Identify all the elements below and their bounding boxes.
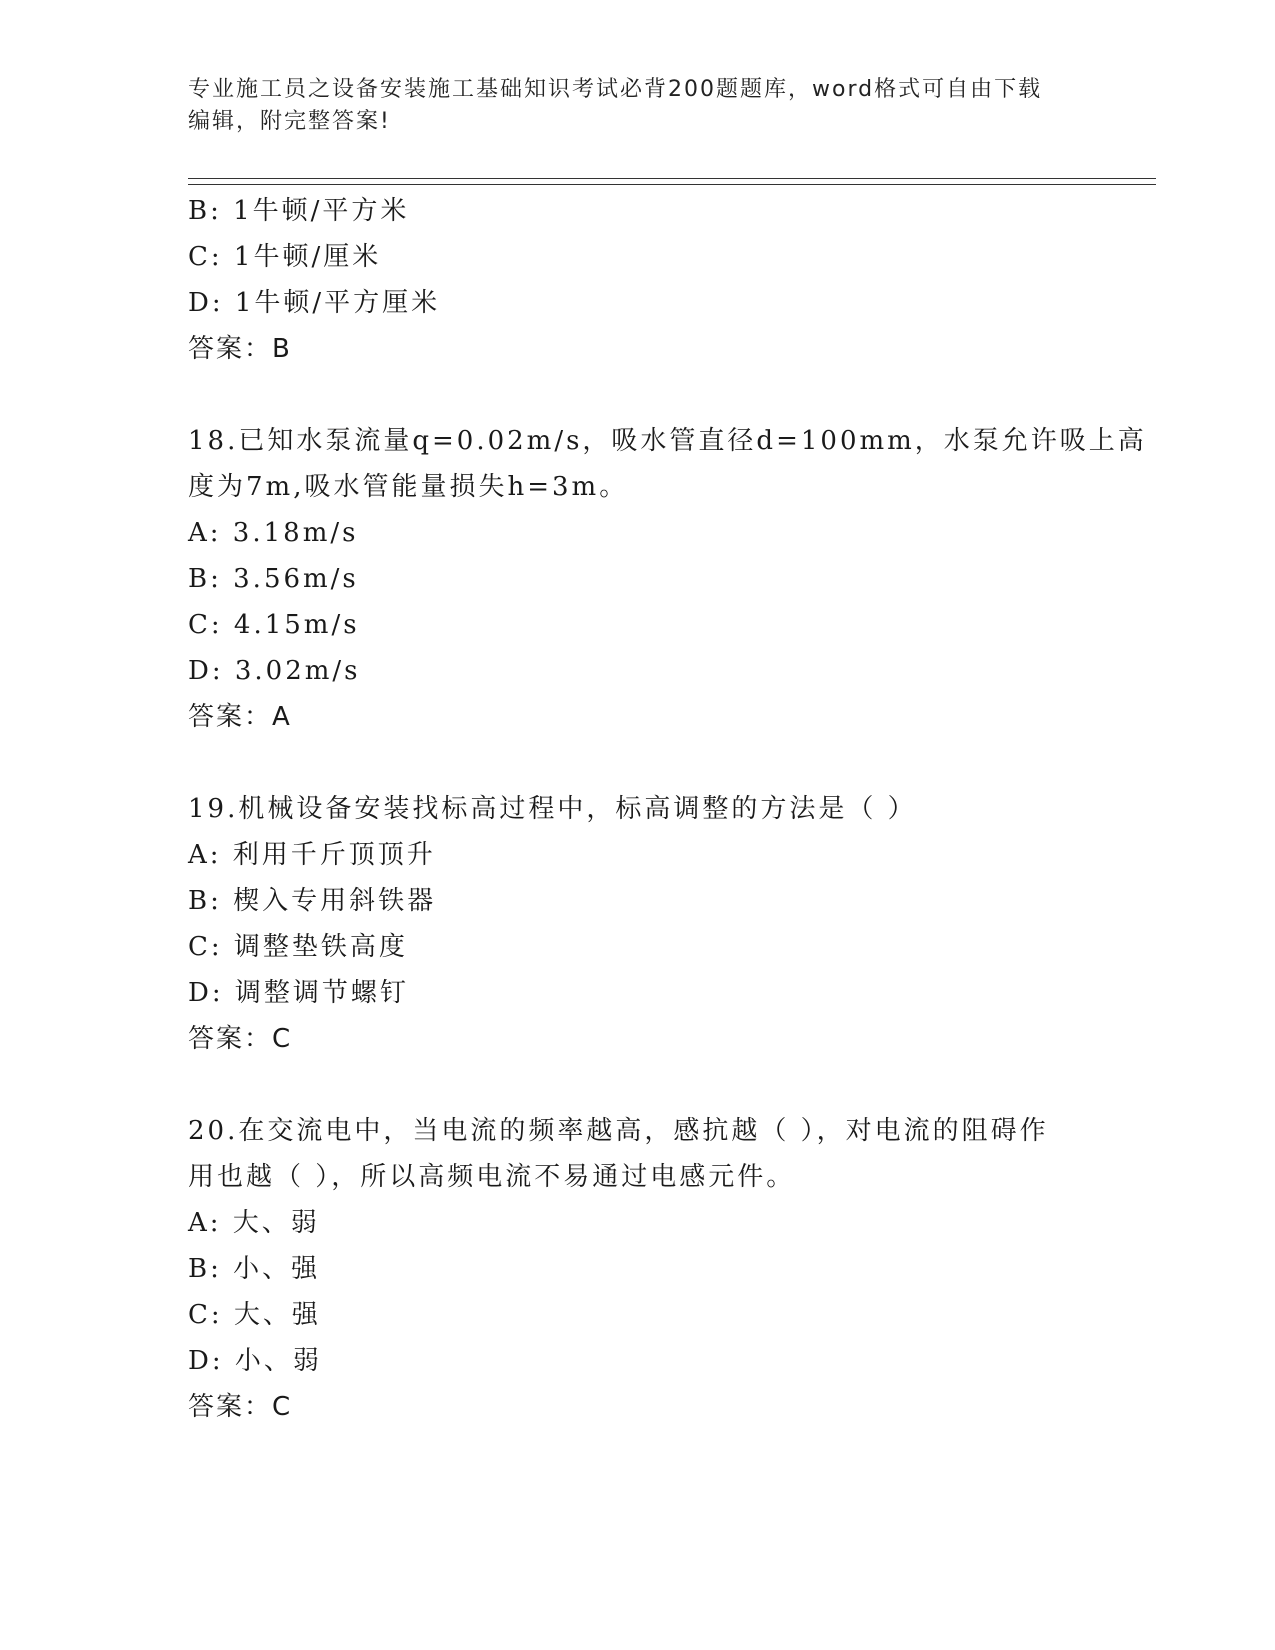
header-title-line1: 专业施工员之设备安装施工基础知识考试必背200题题库，word格式可自由下载 (188, 77, 1043, 102)
spacer (188, 1062, 1088, 1108)
option-a: A: 3.18m/s (188, 518, 359, 548)
option-c: C: 调整垫铁高度 (188, 932, 408, 962)
question-17-tail (188, 188, 1088, 372)
option-b: B: 小、强 (188, 1254, 321, 1284)
header-double-rule (188, 178, 1156, 185)
option-d: D: 1牛顿/平方厘米 (188, 288, 441, 318)
spacer (188, 740, 1088, 786)
option-c: C: 大、强 (188, 1300, 321, 1330)
question-20 (188, 1108, 1088, 1430)
question-text-line1: 19.机械设备安装找标高过程中，标高调整的方法是（ ） (188, 794, 917, 824)
question-text-line1: 18.已知水泵流量q=0.02m/s，吸水管直径d=100mm，水泵允许吸上高 (188, 426, 1147, 456)
option-d: D: 3.02m/s (188, 656, 361, 686)
question-list (188, 188, 1147, 1430)
document-header (188, 74, 1088, 138)
answer-line: 答案：B (188, 334, 292, 364)
question-19 (188, 786, 1088, 1062)
option-d: D: 调整调节螺钉 (188, 978, 409, 1008)
question-text-line2: 度为7m,吸水管能量损失h=3m。 (188, 472, 629, 502)
option-b: B: 1牛顿/平方米 (188, 196, 410, 226)
option-a: A: 大、弱 (188, 1208, 320, 1238)
answer-line: 答案：A (188, 702, 292, 732)
option-a: A: 利用千斤顶顶升 (188, 840, 436, 870)
spacer (188, 372, 1088, 418)
option-d: D: 小、弱 (188, 1346, 322, 1376)
header-title-line2: 编辑，附完整答案! (188, 109, 391, 134)
option-c: C: 1牛顿/厘米 (188, 242, 382, 272)
answer-line: 答案：C (188, 1024, 293, 1054)
option-c: C: 4.15m/s (188, 610, 360, 640)
answer-line: 答案：C (188, 1392, 293, 1422)
question-text-line1: 20.在交流电中，当电流的频率越高，感抗越（ ），对电流的阻碍作 (188, 1116, 1049, 1146)
option-b: B: 楔入专用斜铁器 (188, 886, 437, 916)
option-b: B: 3.56m/s (188, 564, 359, 594)
question-18 (188, 418, 1147, 740)
question-text-line2: 用也越（ ），所以高频电流不易通过电感元件。 (188, 1162, 796, 1192)
